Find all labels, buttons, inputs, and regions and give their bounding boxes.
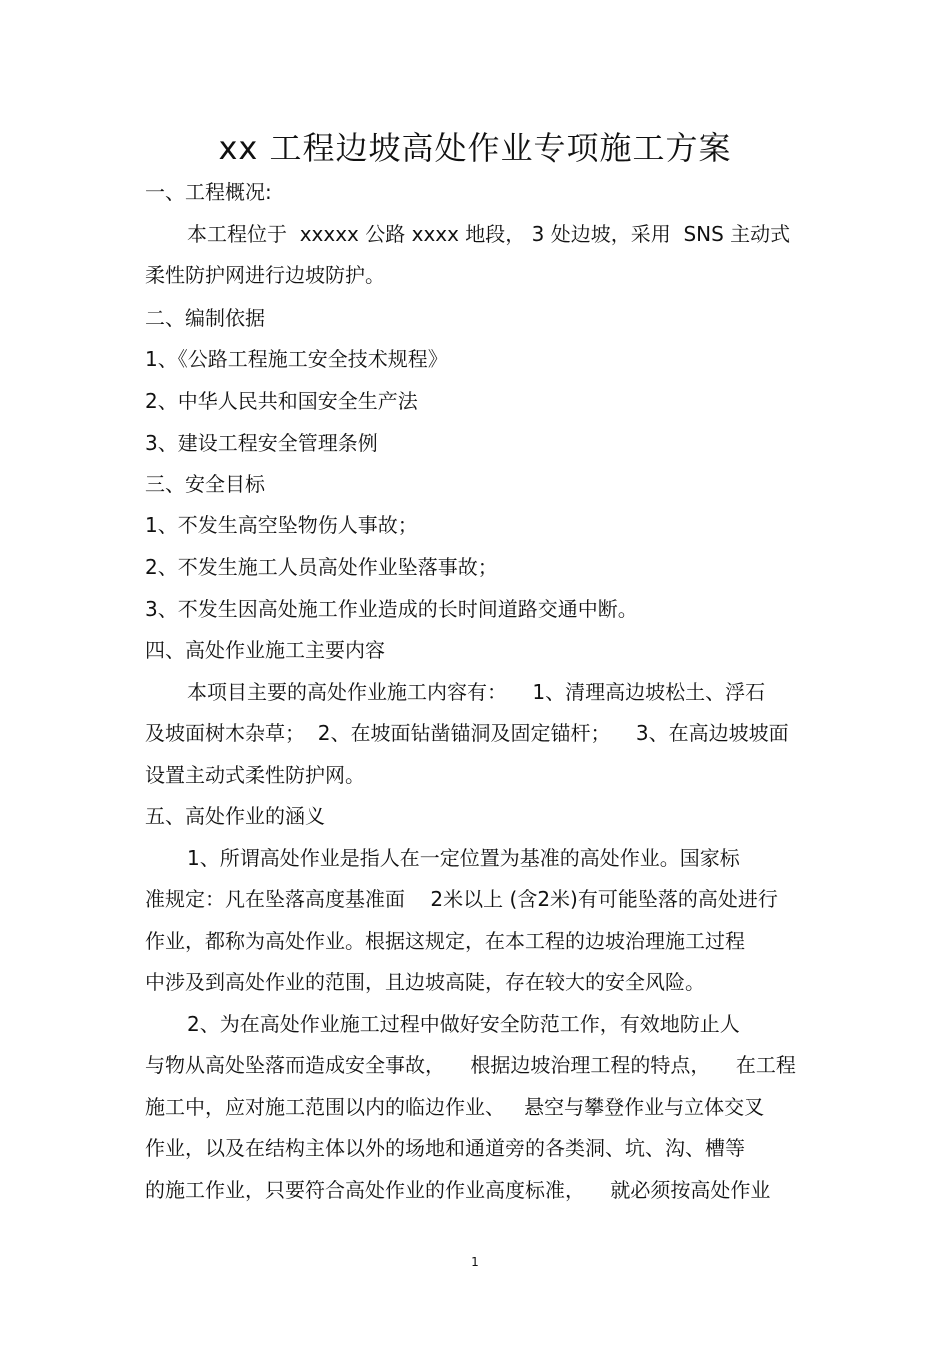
paragraph-line: 本项目主要的高处作业施工内容有： 1、清理高边坡松土、浮石 xyxy=(187,680,766,704)
section-heading-meaning: 五、高处作业的涵义 xyxy=(145,804,325,828)
paragraph-line: 与物从高处坠落而造成安全事故， 根据边坡治理工程的特点， 在工程 xyxy=(145,1053,796,1077)
paragraph-line: 设置主动式柔性防护网。 xyxy=(145,763,365,787)
paragraph-line: 本工程位于 xxxxx 公路 xxxx 地段， 3 处边坡，采用 SNS 主动式 xyxy=(187,222,791,246)
list-item: 1、《公路工程施工安全技术规程》 xyxy=(145,347,448,371)
paragraph-line: 准规定：凡在坠落高度基准面 2米以上 (含2米)有可能坠落的高处进行 xyxy=(145,887,778,911)
paragraph-line: 中涉及到高处作业的范围，且边坡高陡，存在较大的安全风险。 xyxy=(145,970,705,994)
page-number: 1 xyxy=(471,1255,479,1269)
section-heading-main-content: 四、高处作业施工主要内容 xyxy=(145,638,385,662)
section-heading-overview: 一、工程概况: xyxy=(145,180,272,204)
paragraph-line: 1、所谓高处作业是指人在一定位置为基准的高处作业。国家标 xyxy=(187,846,740,870)
section-heading-basis: 二、编制依据 xyxy=(145,306,265,330)
paragraph-line: 施工中，应对施工范围以内的临边作业、 悬空与攀登作业与立体交叉 xyxy=(145,1095,765,1119)
paragraph-line: 的施工作业，只要符合高处作业的作业高度标准， 就必须按高处作业 xyxy=(145,1178,771,1202)
paragraph-line: 作业，以及在结构主体以外的场地和通道旁的各类洞、坑、沟、槽等 xyxy=(145,1136,745,1160)
paragraph-line: 作业，都称为高处作业。根据这规定，在本工程的边坡治理施工过程 xyxy=(145,929,745,953)
paragraph-line: 2、为在高处作业施工过程中做好安全防范工作，有效地防止人 xyxy=(187,1012,740,1036)
paragraph-line: 及坡面树木杂草； 2、在坡面钻凿锚洞及固定锚杆； 3、在高边坡坡面 xyxy=(145,721,789,745)
document-title: xx 工程边坡高处作业专项施工方案 xyxy=(218,129,732,167)
list-item: 1、不发生高空坠物伤人事故； xyxy=(145,513,418,537)
list-item: 3、建设工程安全管理条例 xyxy=(145,431,378,455)
paragraph-line: 柔性防护网进行边坡防护。 xyxy=(145,263,385,287)
list-item: 2、中华人民共和国安全生产法 xyxy=(145,389,418,413)
list-item: 3、不发生因高处施工作业造成的长时间道路交通中断。 xyxy=(145,597,638,621)
section-heading-safety-goals: 三、安全目标 xyxy=(145,472,265,496)
list-item: 2、不发生施工人员高处作业坠落事故； xyxy=(145,555,498,579)
